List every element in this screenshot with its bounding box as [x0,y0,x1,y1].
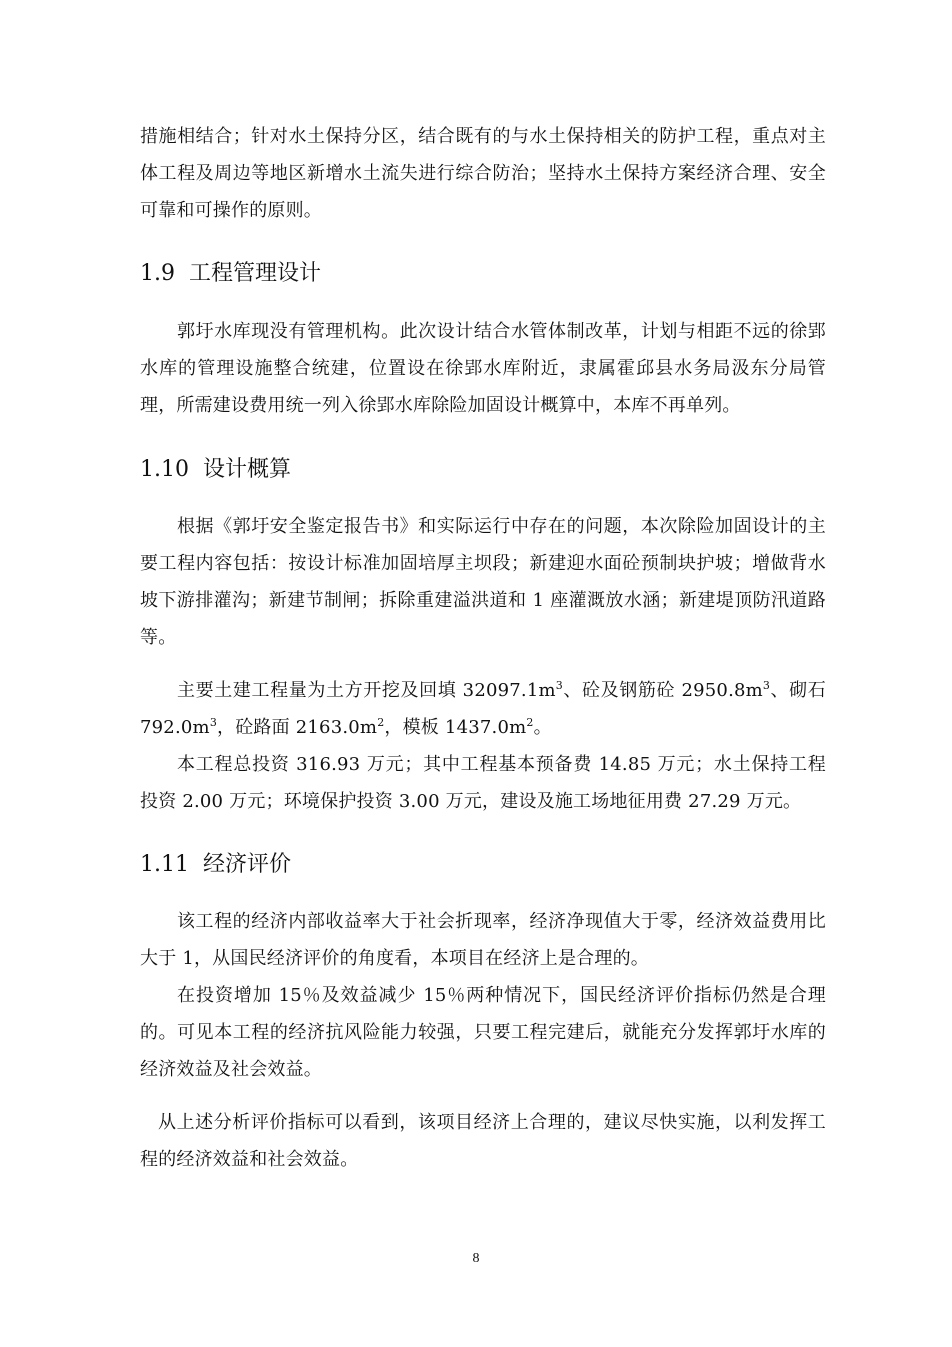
paragraph-work-quantities [140,672,826,746]
quantity-text: 、砼及钢筋砼 2950.8m [562,680,763,701]
paragraph-soil-conservation-end: 措施相结合；针对水土保持分区，结合既有的与水土保持相关的防护工程，重点对主体工程及周边等地区新增水土流失进行综合防治；坚持水土保持方案经济合理、安全可靠和可操作的原则。 [140,126,826,221]
section-title: 设计概算 [202,457,291,482]
quantity-text: 、砌石 792.0m [140,680,826,738]
section-title: 经济评价 [202,852,291,877]
section-title: 工程管理设计 [189,261,322,286]
superscript: 2 [526,716,534,729]
superscript: 2 [377,716,385,729]
paragraph-total-investment: 本工程总投资 316.93 万元；其中工程基本预备费 14.85 万元；水土保持工程投资 2.00 万元；环境保护投资 3.00 万元，建设及施工场地征用费 27.29 万元。 [140,754,826,812]
paragraph-conclusion: 从上述分析评价指标可以看到，该项目经济上合理的，建议尽快实施，以利发挥工程的经济效益和社会效益。 [140,1112,826,1170]
superscript: 3 [209,716,218,729]
section-number: 1.10 [140,457,189,482]
section-heading-1-10 [140,455,826,485]
page-number: 8 [472,1251,480,1266]
section-number: 1.11 [140,852,189,877]
paragraph-management-design: 郭圩水库现没有管理机构。此次设计结合水管体制改革，计划与相距不远的徐郢水库的管理设施整合统建，位置设在徐郢水库附近，隶属霍邱县水务局汲东分局管理，所需建设费用统一列入徐郢水库除险加固设计概算中，本库不再单列。 [140,321,826,416]
section-number: 1.9 [140,261,175,286]
section-heading-1-11 [140,850,826,880]
quantity-text: ，模板 1437.0m [384,717,527,738]
paragraph-main-works: 根据《郭圩安全鉴定报告书》和实际运行中存在的问题，本次除险加固设计的主要工程内容包括：按设计标准加固培厚主坝段；新建迎水面砼预制块护坡；增做背水坡下游排灌沟；新建节制闸；拆除重建溢洪道和 1 座灌溉放水涵；新建堤顶防汛道路等。 [140,516,826,648]
superscript: 3 [762,679,771,692]
section-heading-1-9 [140,259,826,289]
quantity-text: ，砼路面 2163.0m [217,717,378,738]
quantity-text: 主要土建工程量为土方开挖及回填 32097.1m [177,680,556,701]
superscript: 3 [555,679,563,692]
paragraph-sensitivity-analysis: 在投资增加 15％及效益减少 15％两种情况下，国民经济评价指标仍然是合理的。可见本工程的经济抗风险能力较强，只要工程完建后，就能充分发挥郭圩水库的经济效益及社会效益。 [140,985,826,1080]
paragraph-economic-indicators: 该工程的经济内部收益率大于社会折现率，经济净现值大于零，经济效益费用比大于 1，从国民经济评价的角度看，本项目在经济上是合理的。 [140,911,826,969]
quantity-text: 。 [533,717,552,738]
